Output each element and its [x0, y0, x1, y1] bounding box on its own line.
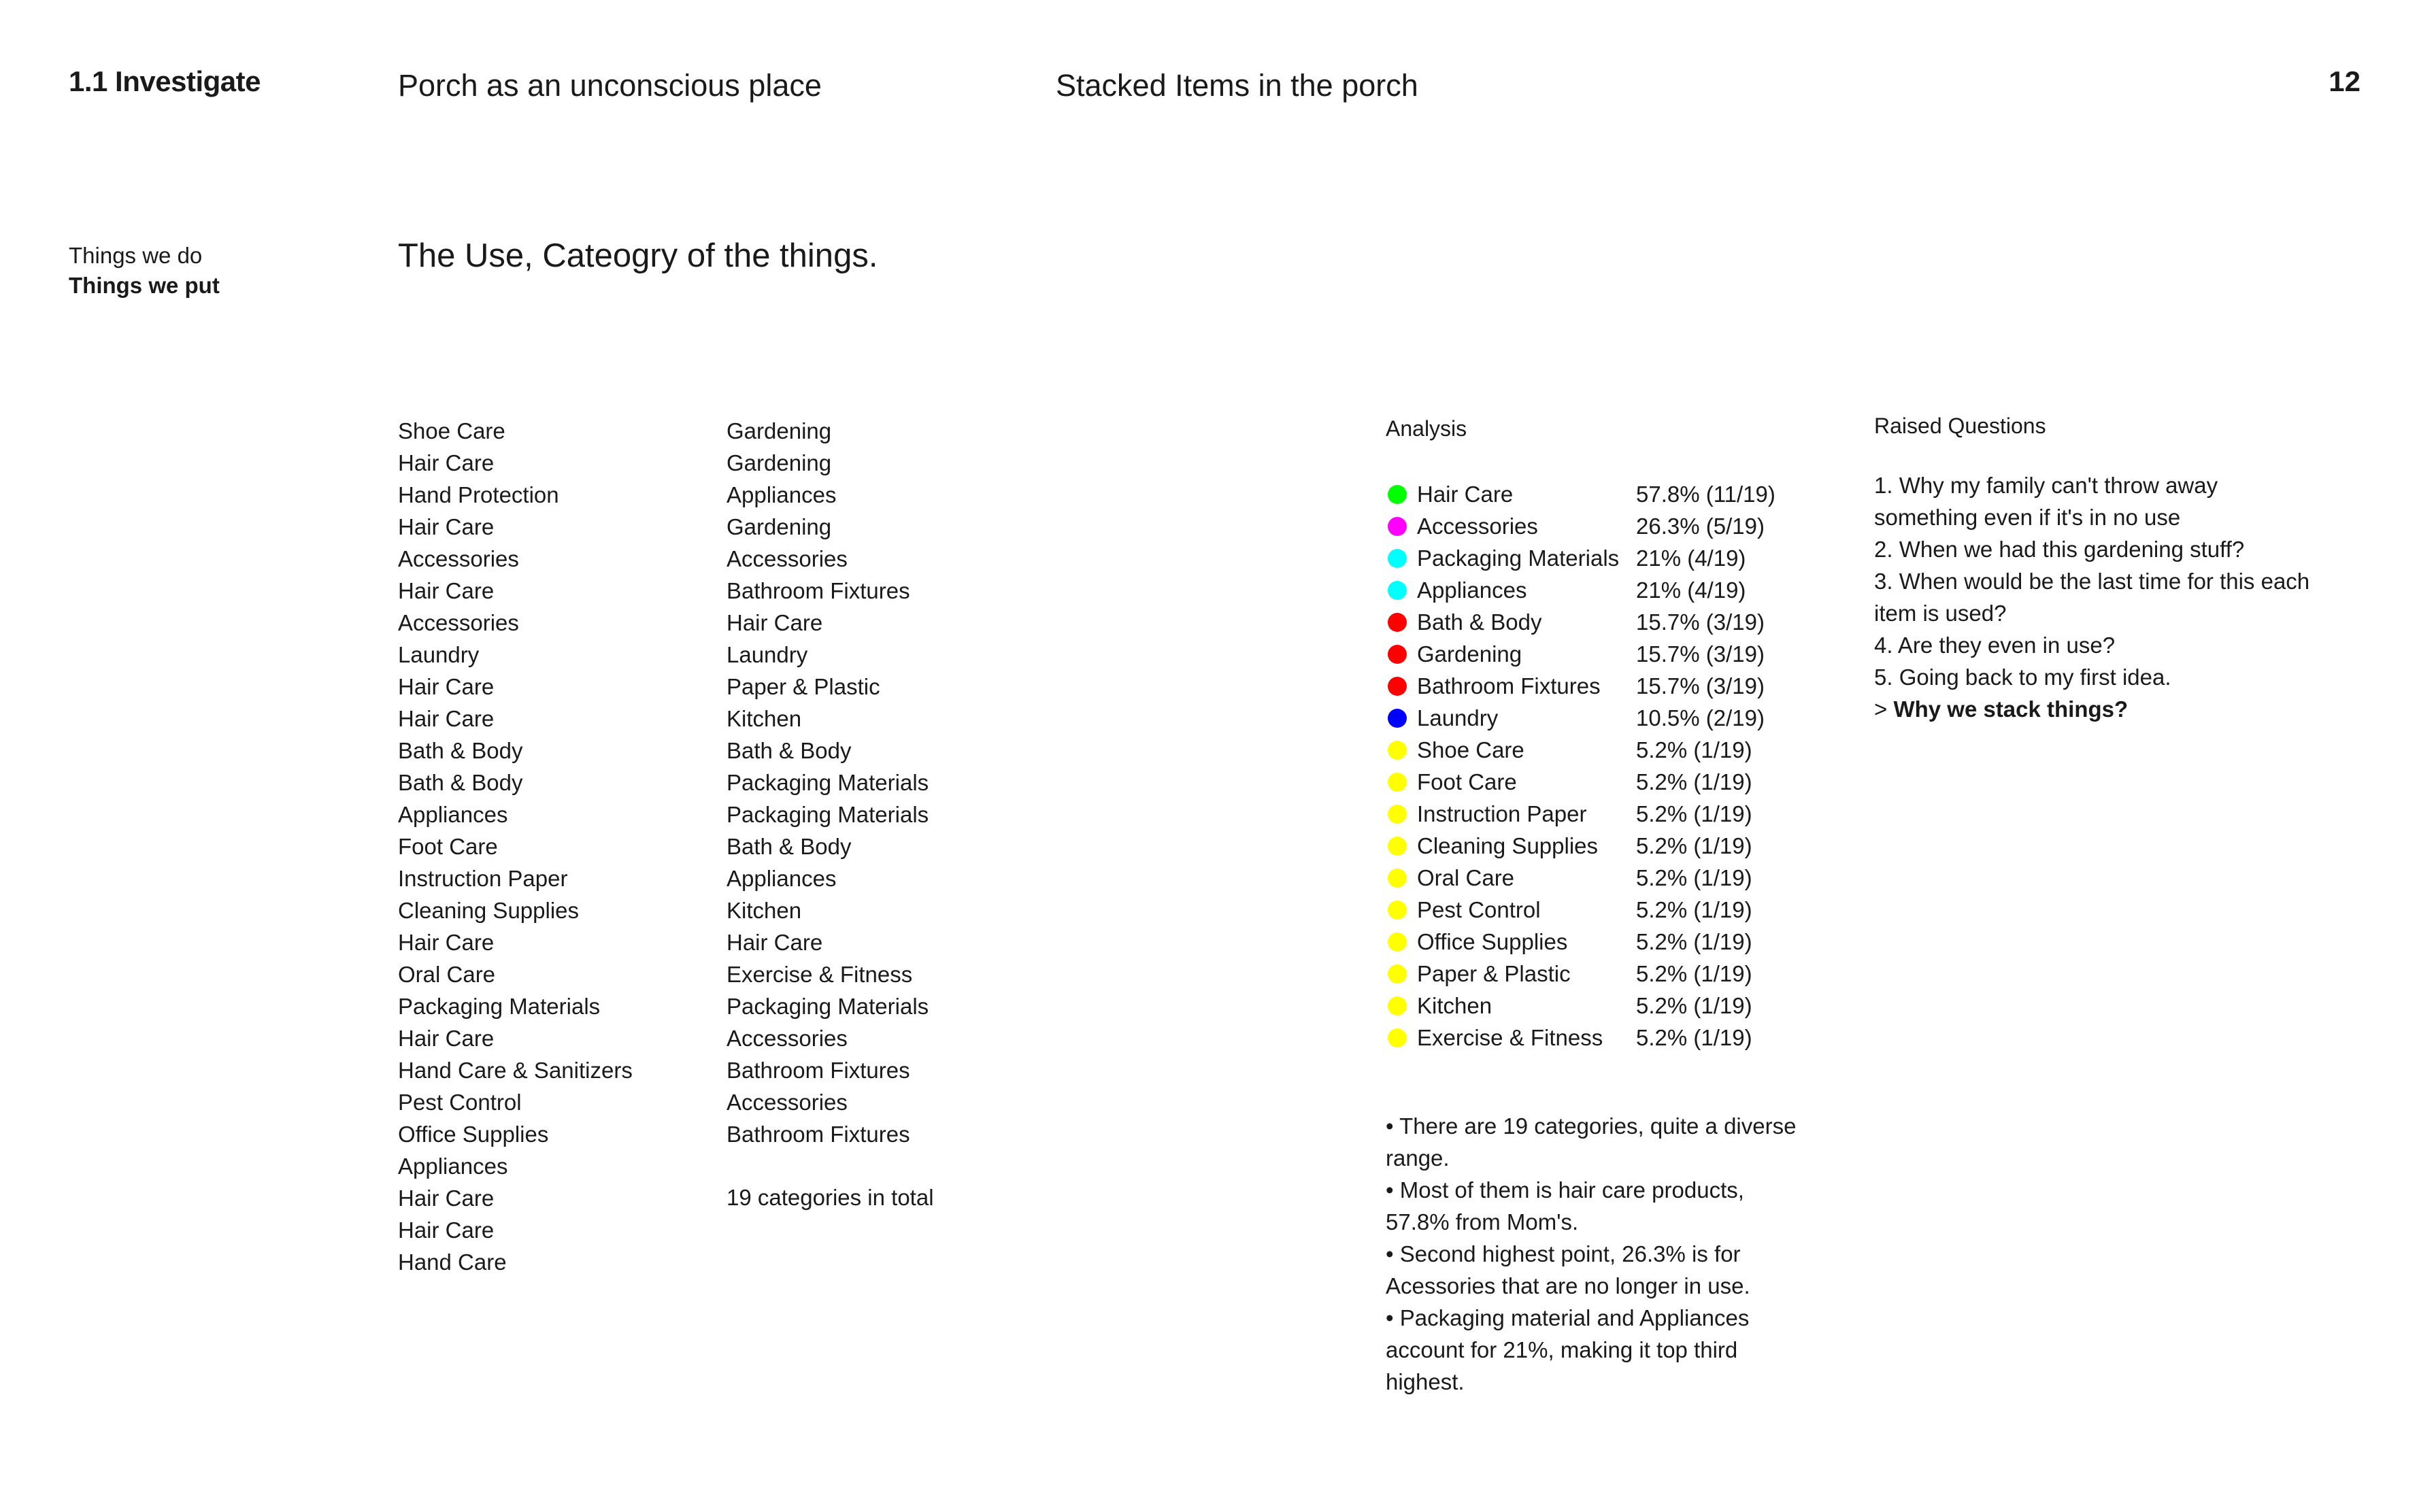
total-categories-note: 19 categories in total	[727, 1185, 934, 1210]
page-heading: The Use, Cateogry of the things.	[398, 237, 878, 274]
analysis-row	[1386, 510, 1775, 542]
analysis-row	[1386, 734, 1775, 766]
header-subtitle-porch: Porch as an unconscious place	[398, 68, 822, 103]
analysis-value: 5.2% (1/19)	[1636, 833, 1752, 858]
list-item: Gardening	[727, 418, 832, 443]
category-color-dot-icon	[1388, 485, 1407, 504]
category-color-dot-icon	[1388, 549, 1407, 568]
category-color-dot-icon	[1388, 996, 1407, 1015]
category-color-dot-icon	[1388, 1028, 1407, 1047]
analysis-category: Cleaning Supplies	[1417, 833, 1599, 858]
list-item: Hair Care	[727, 610, 823, 635]
analysis-note: • There are 19 categories, quite a diverse range.	[1386, 1113, 1797, 1171]
analysis-row	[1386, 638, 1775, 670]
list-item: Hair Care	[398, 1026, 495, 1051]
list-item: Hand Care & Sanitizers	[398, 1058, 633, 1083]
question-item: 3. When would be the last time for this each item is used?	[1874, 569, 2310, 626]
side-nav	[69, 241, 220, 301]
conclusion-text: Why we stack things?	[1893, 696, 2129, 722]
analysis-row	[1386, 990, 1775, 1022]
page-number: 12	[2329, 65, 2360, 97]
list-item: Packaging Materials	[727, 770, 929, 795]
analysis-category: Office Supplies	[1417, 929, 1568, 954]
category-color-dot-icon	[1388, 805, 1407, 824]
analysis-row	[1386, 958, 1775, 990]
list-item: Packaging Materials	[727, 802, 929, 827]
conclusion-prefix: >	[1874, 696, 1894, 722]
analysis-category: Instruction Paper	[1417, 801, 1587, 826]
category-color-dot-icon	[1388, 773, 1407, 792]
analysis-category: Kitchen	[1417, 993, 1492, 1018]
analysis-category: Foot Care	[1417, 769, 1517, 794]
analysis-row	[1386, 574, 1775, 606]
list-item: Appliances	[727, 866, 837, 891]
list-item: Appliances	[398, 802, 508, 827]
list-item: Laundry	[727, 642, 808, 667]
list-item: Accessories	[727, 1026, 848, 1051]
analysis-note: • Packaging material and Appliances account for 21%, making it top third highest.	[1386, 1305, 1750, 1394]
analysis-value: 5.2% (1/19)	[1636, 993, 1752, 1018]
item-list-column-1	[398, 415, 633, 1278]
analysis-row	[1386, 766, 1775, 798]
category-color-dot-icon	[1388, 709, 1407, 728]
list-item: Hair Care	[398, 450, 495, 475]
analysis-row	[1386, 894, 1775, 926]
analysis-row	[1386, 798, 1775, 830]
section-title: 1.1 Investigate	[69, 65, 261, 97]
list-item: Foot Care	[398, 834, 498, 859]
list-item: Accessories	[727, 546, 848, 571]
analysis-value: 5.2% (1/19)	[1636, 769, 1752, 794]
analysis-category: Oral Care	[1417, 865, 1515, 890]
list-item: Accessories	[398, 546, 519, 571]
list-item: Bath & Body	[398, 770, 523, 795]
list-item: Exercise & Fitness	[727, 962, 913, 987]
analysis-row	[1386, 606, 1775, 638]
list-item: Office Supplies	[398, 1122, 549, 1147]
list-item: Appliances	[398, 1154, 508, 1179]
list-item: Hair Care	[727, 930, 823, 955]
list-item: Instruction Paper	[398, 866, 568, 891]
analysis-category: Accessories	[1417, 514, 1538, 539]
analysis-value: 26.3% (5/19)	[1636, 514, 1765, 539]
analysis-category: Gardening	[1417, 641, 1522, 667]
analysis-row	[1386, 478, 1775, 510]
analysis-value: 57.8% (11/19)	[1636, 482, 1775, 507]
analysis-value: 5.2% (1/19)	[1636, 929, 1752, 954]
side-nav-item-things-we-do[interactable]: Things we do	[69, 243, 203, 268]
list-item: Gardening	[727, 514, 832, 539]
analysis-category: Bath & Body	[1417, 609, 1542, 635]
analysis-value: 15.7% (3/19)	[1636, 673, 1765, 699]
list-item: Bath & Body	[727, 834, 852, 859]
analysis-category: Pest Control	[1417, 897, 1541, 922]
list-item: Hair Care	[398, 514, 495, 539]
side-nav-item-things-we-put[interactable]: Things we put	[69, 273, 220, 298]
analysis-value: 5.2% (1/19)	[1636, 961, 1752, 986]
list-item: Hair Care	[398, 706, 495, 731]
analysis-row	[1386, 702, 1775, 734]
category-color-dot-icon	[1388, 869, 1407, 888]
category-color-dot-icon	[1388, 581, 1407, 600]
category-color-dot-icon	[1388, 964, 1407, 984]
analysis-row	[1386, 542, 1775, 574]
analysis-value: 10.5% (2/19)	[1636, 705, 1765, 730]
list-item: Kitchen	[727, 898, 802, 923]
list-item: Hair Care	[398, 930, 495, 955]
analysis-row	[1386, 830, 1775, 862]
question-conclusion	[1874, 693, 2323, 725]
list-item: Paper & Plastic	[727, 674, 880, 699]
list-item: Bath & Body	[398, 738, 523, 763]
raised-questions-label: Raised Questions	[1874, 414, 2046, 438]
list-item: Hair Care	[398, 1186, 495, 1211]
list-item: Pest Control	[398, 1090, 522, 1115]
list-item: Bathroom Fixtures	[727, 1122, 910, 1147]
analysis-row	[1386, 926, 1775, 958]
analysis-category: Paper & Plastic	[1417, 961, 1571, 986]
list-item: Bathroom Fixtures	[727, 1058, 910, 1083]
category-color-dot-icon	[1388, 837, 1407, 856]
question-item: 5. Going back to my first idea.	[1874, 665, 2171, 690]
analysis-value: 15.7% (3/19)	[1636, 641, 1765, 667]
analysis-value: 5.2% (1/19)	[1636, 737, 1752, 762]
list-item: Packaging Materials	[727, 994, 929, 1019]
analysis-category: Exercise & Fitness	[1417, 1025, 1603, 1050]
list-item: Bathroom Fixtures	[727, 578, 910, 603]
question-item: 4. Are they even in use?	[1874, 633, 2116, 658]
analysis-row	[1386, 670, 1775, 702]
analysis-category: Laundry	[1417, 705, 1499, 730]
list-item: Hair Care	[398, 1217, 495, 1243]
analysis-value: 5.2% (1/19)	[1636, 865, 1752, 890]
item-list-column-2	[727, 415, 929, 1150]
analysis-row	[1386, 862, 1775, 894]
list-item: Hand Care	[398, 1249, 507, 1275]
list-item: Bath & Body	[727, 738, 852, 763]
list-item: Gardening	[727, 450, 832, 475]
analysis-value: 21% (4/19)	[1636, 577, 1746, 603]
list-item: Laundry	[398, 642, 480, 667]
list-item: Hand Protection	[398, 482, 559, 507]
analysis-category: Shoe Care	[1417, 737, 1524, 762]
list-item: Cleaning Supplies	[398, 898, 580, 923]
analysis-value: 5.2% (1/19)	[1636, 801, 1752, 826]
list-item: Shoe Care	[398, 418, 505, 443]
analysis-category: Bathroom Fixtures	[1417, 673, 1601, 699]
analysis-table	[1386, 478, 1775, 1054]
list-item: Appliances	[727, 482, 837, 507]
category-color-dot-icon	[1388, 741, 1407, 760]
question-item: 1. Why my family can't throw away something even if it's in no use	[1874, 473, 2218, 530]
category-color-dot-icon	[1388, 901, 1407, 920]
analysis-value: 5.2% (1/19)	[1636, 1025, 1752, 1050]
analysis-label: Analysis	[1386, 416, 1467, 441]
header-subtitle-stacked-items: Stacked Items in the porch	[1056, 68, 1418, 103]
analysis-value: 21% (4/19)	[1636, 545, 1746, 571]
list-item: Accessories	[727, 1090, 848, 1115]
category-color-dot-icon	[1388, 645, 1407, 664]
analysis-category: Hair Care	[1417, 482, 1514, 507]
category-color-dot-icon	[1388, 677, 1407, 696]
analysis-value: 5.2% (1/19)	[1636, 897, 1752, 922]
raised-questions-list	[1874, 469, 2323, 725]
list-item: Accessories	[398, 610, 519, 635]
analysis-note: • Second highest point, 26.3% is for Acessories that are no longer in use.	[1386, 1241, 1750, 1298]
list-item: Oral Care	[398, 962, 496, 987]
list-item: Hair Care	[398, 578, 495, 603]
question-item: 2. When we had this gardening stuff?	[1874, 537, 2245, 562]
category-color-dot-icon	[1388, 933, 1407, 952]
analysis-category: Packaging Materials	[1417, 545, 1620, 571]
analysis-category: Appliances	[1417, 577, 1527, 603]
analysis-value: 15.7% (3/19)	[1636, 609, 1765, 635]
list-item: Packaging Materials	[398, 994, 601, 1019]
list-item: Kitchen	[727, 706, 802, 731]
list-item: Hair Care	[398, 674, 495, 699]
analysis-notes	[1386, 1110, 1807, 1398]
category-color-dot-icon	[1388, 613, 1407, 632]
analysis-note: • Most of them is hair care products, 57.8% from Mom's.	[1386, 1177, 1744, 1234]
analysis-row	[1386, 1022, 1775, 1054]
category-color-dot-icon	[1388, 517, 1407, 536]
